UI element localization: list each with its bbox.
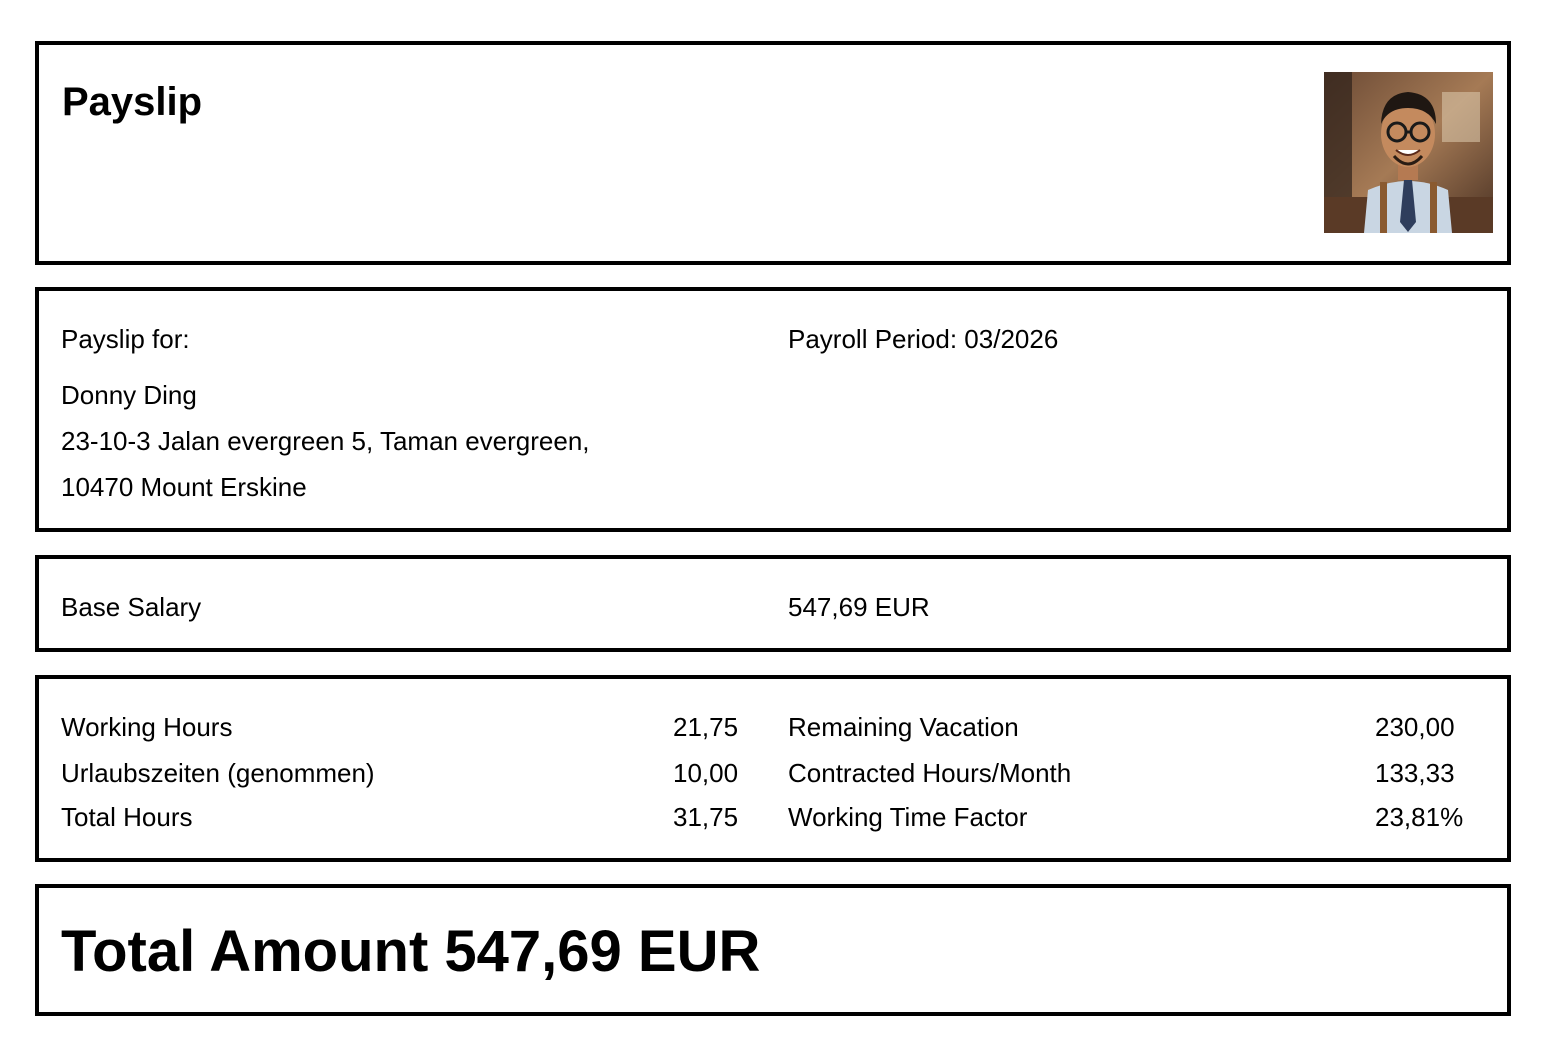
- working-time-factor-value: 23,81%: [1375, 802, 1464, 832]
- employee-info-section: [35, 287, 1511, 532]
- payslip-for-label: Payslip for:: [61, 324, 190, 354]
- employee-address-line1: 23-10-3 Jalan evergreen 5, Taman evergreen,: [61, 426, 590, 456]
- total-amount: Total Amount 547,69 EUR: [61, 919, 761, 984]
- employee-name: Donny Ding: [61, 380, 197, 410]
- working-hours-label: Working Hours: [61, 712, 233, 742]
- hours-section: [35, 675, 1511, 862]
- payroll-period: Payroll Period: 03/2026: [788, 324, 1059, 354]
- total-hours-value: 31,75: [673, 802, 739, 832]
- avatar: [1324, 72, 1493, 233]
- contracted-hours-value: 133,33: [1375, 758, 1455, 788]
- vacation-taken-label: Urlaubszeiten (genommen): [61, 758, 375, 788]
- page-title: Payslip: [62, 80, 203, 124]
- remaining-vacation-value: 230,00: [1375, 712, 1455, 742]
- base-salary-section: [35, 555, 1511, 652]
- base-salary-label: Base Salary: [61, 592, 202, 622]
- remaining-vacation-label: Remaining Vacation: [788, 712, 1019, 742]
- total-amount-section: [35, 884, 1511, 1016]
- working-time-factor-label: Working Time Factor: [788, 802, 1028, 832]
- vacation-taken-value: 10,00: [673, 758, 739, 788]
- avatar-icon: [1324, 72, 1493, 233]
- total-hours-label: Total Hours: [61, 802, 193, 832]
- base-salary-value: 547,69 EUR: [788, 592, 930, 622]
- working-hours-value: 21,75: [673, 712, 739, 742]
- contracted-hours-label: Contracted Hours/Month: [788, 758, 1072, 788]
- payslip-header: [35, 41, 1511, 265]
- employee-address-line2: 10470 Mount Erskine: [61, 472, 307, 502]
